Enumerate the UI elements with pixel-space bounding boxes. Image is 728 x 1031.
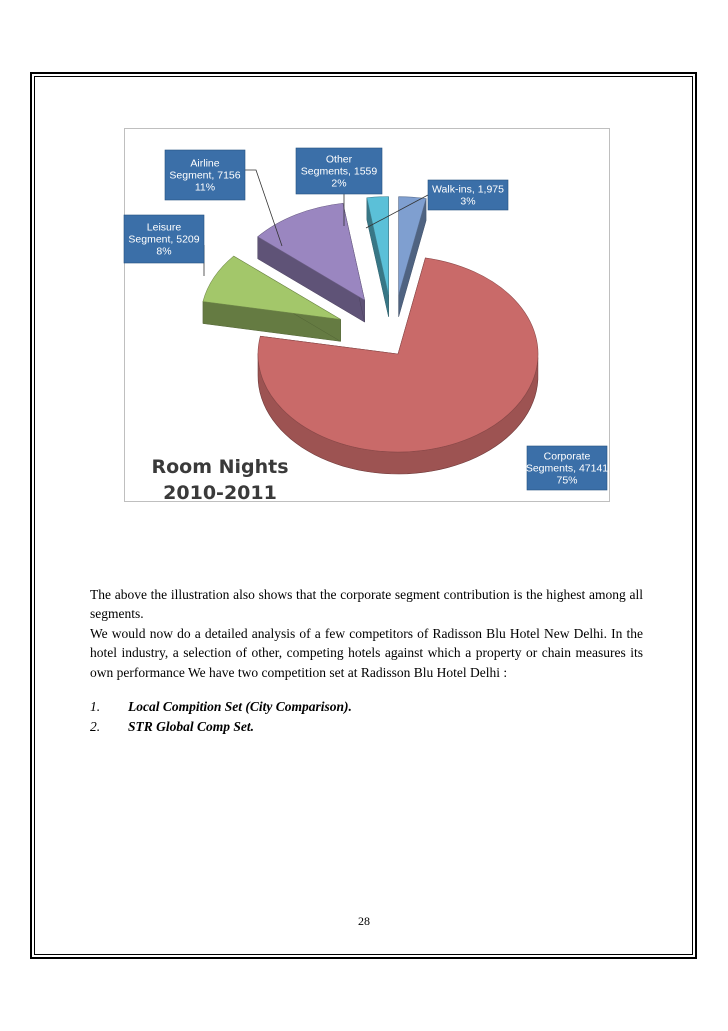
list-number: 1.: [90, 699, 101, 714]
data-label-text: Leisure: [146, 221, 182, 234]
list-number: 2.: [90, 718, 101, 734]
paragraph-2: We would now do a detailed analysis of a few competitors of Radisson Blu Hotel New Delhi. In the hotel industry, a selection of other, competing hotels against which a property or chain measures its own performance We have two competition set at Radisson Blu Hotel Delhi :: [90, 625, 643, 680]
data-label-text: Segment, 7156: [169, 169, 241, 182]
pie-slice-other-segments: [367, 197, 389, 317]
data-label-text: 2%: [331, 177, 347, 190]
page-number: 28: [358, 914, 370, 928]
data-label-text: 75%: [556, 474, 578, 487]
data-label-text: Corporate: [543, 450, 591, 463]
body-text: [90, 585, 643, 682]
data-label-text: Walk-ins, 1,975: [432, 183, 504, 196]
list-text: Local Compition Set (City Comparison).: [128, 699, 352, 714]
chart-title: [150, 454, 290, 506]
list-item: [90, 717, 352, 737]
data-label-text: Airline: [190, 157, 220, 170]
paragraph-1: The above the illustration also shows that the corporate segment contribution is the highest among all segments.: [90, 587, 643, 622]
data-label-text: Segment, 5209: [128, 233, 200, 246]
competition-set-list: [90, 697, 352, 736]
data-label-text: Segments, 1559: [300, 165, 378, 178]
list-item: [90, 697, 352, 717]
data-label-leisure-segment: [124, 215, 204, 276]
data-label-text: 3%: [460, 195, 476, 208]
data-label-text: Other: [325, 153, 353, 166]
chart-title-line-1: Room Nights: [151, 456, 289, 478]
data-label-text: Segments, 47141: [525, 462, 609, 475]
chart-title-line-2: 2010-2011: [163, 482, 277, 504]
data-label-text: 8%: [156, 245, 172, 258]
data-label-corporate-segments: [526, 446, 608, 490]
list-text: STR Global Comp Set.: [128, 718, 255, 734]
data-label-text: 11%: [194, 181, 216, 194]
pie-slice-corporate-segments: [258, 258, 538, 474]
